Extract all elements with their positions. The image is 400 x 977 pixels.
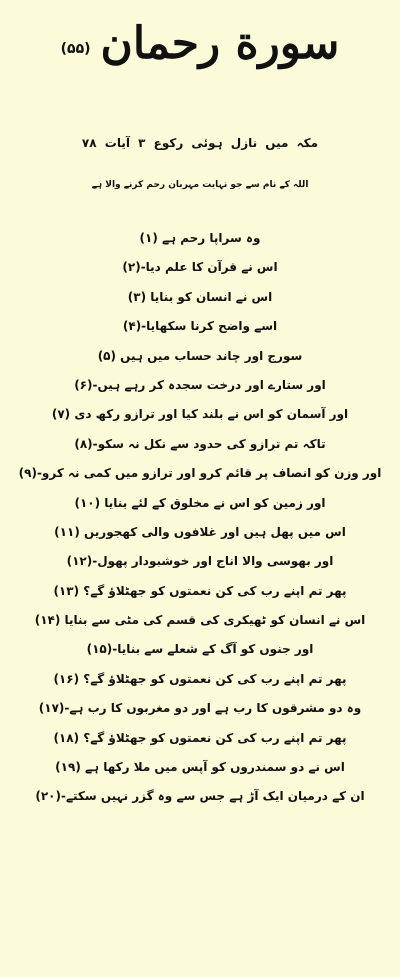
verse: اس نے قرآن کا علم دیا-(۲) xyxy=(122,260,278,275)
verse: اور آسمان کو اس نے بلند کیا اور ترازو رکھ دی (۷) xyxy=(51,407,349,422)
verse: پھر تم اپنے رب کی کن نعمتوں کو جھٹلاؤ گے؟ (۱۳) xyxy=(53,583,347,598)
verse: تاکہ تم ترازو کی حدود سے نکل نہ سکو-(۸) xyxy=(74,436,326,451)
bismillah: اللہ کے نام سے جو نہایت مہربان رحم کرنے والا ہے xyxy=(91,180,309,190)
verse: وہ سراپا رحم ہے (۱) xyxy=(139,231,261,245)
verse: اور جنوں کو آگ کے شعلے سے بنایا-(۱۵) xyxy=(86,642,314,657)
title-row xyxy=(0,14,400,74)
verse: اس نے دو سمندروں کو آپس میں ملا رکھا ہے (۱۹) xyxy=(55,760,345,775)
verse: اور بھوسی والا اناج اور خوشبودار پھول-(۱۲) xyxy=(66,554,334,569)
verse: اور ستارے اور درخت سجدہ کر رہے ہیں-(۶) xyxy=(74,377,326,392)
verse: اس نے انسان کو ٹھیکری کی قسم کی مٹی سے بنایا (۱۴) xyxy=(34,613,366,628)
verse: سورج اور چاند حساب میں ہیں (۵) xyxy=(97,348,303,363)
verse: پھر تم اپنے رب کی کن نعمتوں کو جھٹلاؤ گے؟ (۱۸) xyxy=(53,730,347,745)
verse-list xyxy=(0,224,400,812)
verse: وہ دو مشرقوں کا رب ہے اور دو مغربوں کا رب ہے-(۱۷) xyxy=(38,701,362,716)
verse: اس نے انسان کو بنایا (۳) xyxy=(127,289,273,304)
revelation-info: مکہ میں نازل ہوئی رکوع ۳ آیات ۷۸ xyxy=(81,136,319,150)
verse: اس میں پھل ہیں اور غلافوں والی کھجوریں (۱۱) xyxy=(54,524,346,539)
verse: اور زمین کو اس نے مخلوق کے لئے بنایا (۱۰) xyxy=(74,495,326,510)
surah-title: سورة رحمان xyxy=(100,18,340,69)
surah-number: (۵۵) xyxy=(60,41,91,57)
verse: اسے واضح کرنا سکھایا-(۴) xyxy=(122,319,278,334)
verse: ان کے درمیان ایک آڑ ہے جس سے وہ گزر نہیں سکتے-(۲۰) xyxy=(35,789,365,804)
verse: پھر تم اپنے رب کی کن نعمتوں کو جھٹلاؤ گے؟ (۱۶) xyxy=(53,671,347,686)
verse: اور وزن کو انصاف پر قائم کرو اور ترازو میں کمی نہ کرو-(۹) xyxy=(18,466,382,481)
